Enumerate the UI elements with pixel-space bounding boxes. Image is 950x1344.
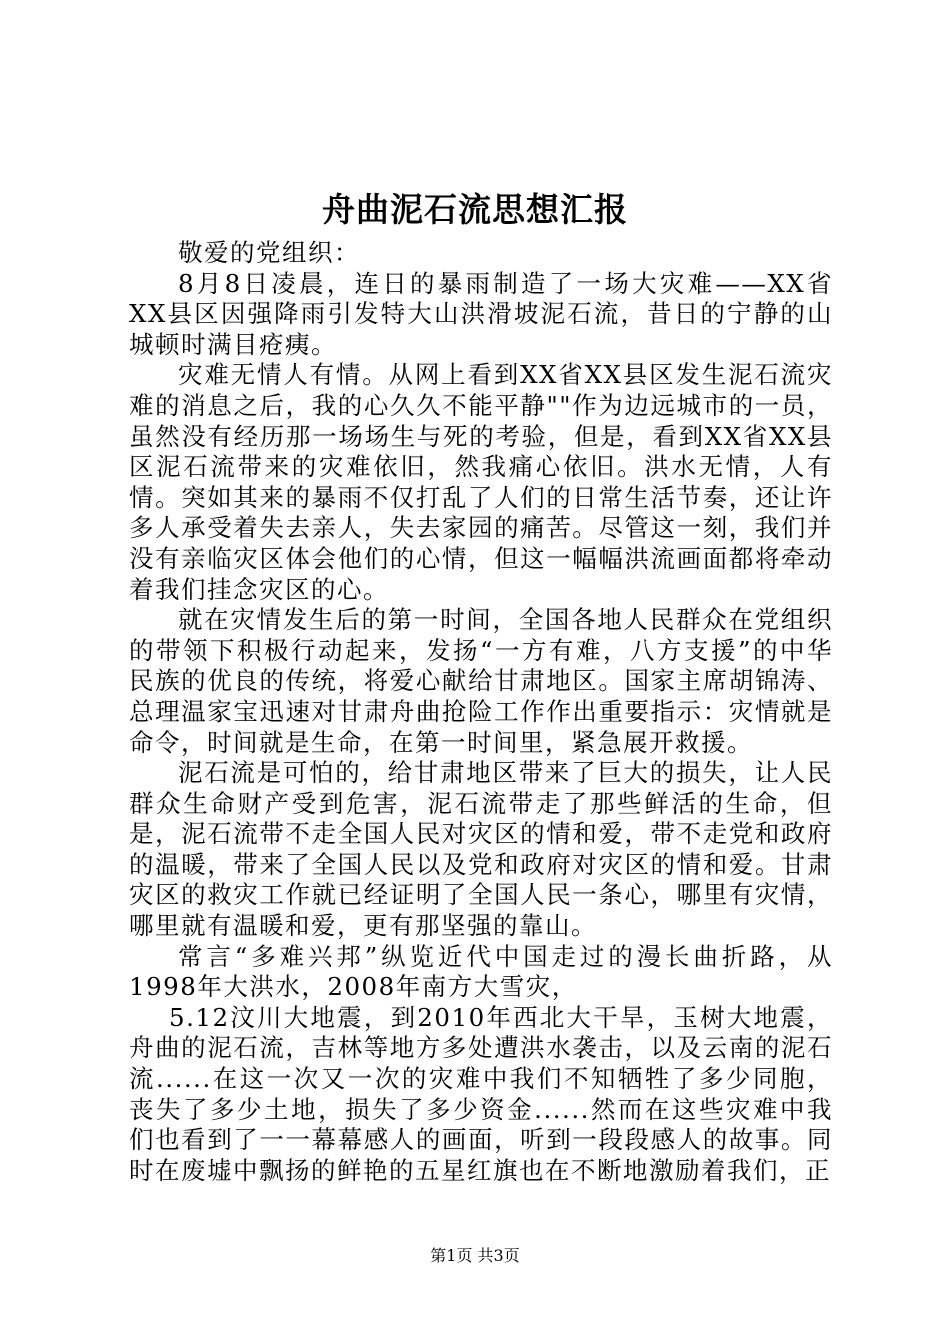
paragraph-6: 5.12汶川大地震，到2010年西北大干旱，玉树大地震，舟曲的泥石流，吉林等地方多处遭洪水袭击，以及云南的泥石流......在这一次又一次的灾难中我们不知牺牲了多少同胞，丧失了多少土地，损失了多少资金......然而在这些灾难中我们也看到了一一幕幕感人的画面，听到一段段感人的故事。同时在废墟中飘扬的鲜艳的五星红旗也在不断地激励着我们，正 [129, 1002, 833, 1185]
paragraph-5: 常言“多难兴邦”纵览近代中国走过的漫长曲折路，从1998年大洪水，2008年南方大雪灾， [129, 941, 833, 1002]
paragraph-1: 8月8日凌晨，连日的暴雨制造了一场大灾难——XX省XX县区因强降雨引发特大山洪滑坡泥石流，昔日的宁静的山城顿时满目疮痍。 [129, 268, 833, 359]
paragraph-4: 泥石流是可怕的，给甘肃地区带来了巨大的损失，让人民群众生命财产受到危害，泥石流带走了那些鲜活的生命，但是，泥石流带不走全国人民对灾区的情和爱，带不走党和政府的温暖，带来了全国人民以及党和政府对灾区的情和爱。甘肃灾区的救灾工作就已经证明了全国人民一条心，哪里有灾情，哪里就有温暖和爱，更有那坚强的靠山。 [129, 758, 833, 941]
page-footer: 第1页 共3页 [430, 1246, 520, 1265]
paragraph-2: 灾难无情人有情。从网上看到XX省XX县区发生泥石流灾难的消息之后，我的心久久不能平静""作为边远城市的一员，虽然没有经历那一场场生与死的考验，但是，看到XX省XX县区泥石流带来的灾难依旧，然我痛心依旧。洪水无情，人有情。突如其来的暴雨不仅打乱了人们的日常生活节奏，还让许多人承受着失去亲人，失去家园的痛苦。尽管这一刻，我们并没有亲临灾区体会他们的心情，但这一幅幅洪流画面都将牵动着我们挂念灾区的心。 [129, 360, 833, 604]
document-body [129, 238, 833, 1186]
paragraph-3: 就在灾情发生后的第一时间，全国各地人民群众在党组织的带领下积极行动起来，发扬“一方有难，八方支援”的中华民族的优良的传统，将爱心献给甘肃地区。国家主席胡锦涛、总理温家宝迅速对甘肃舟曲抢险工作作出重要指示：灾情就是命令，时间就是生命，在第一时间里，紧急展开救援。 [129, 605, 833, 757]
salutation: 敬爱的党组织： [178, 238, 360, 267]
document-title: 舟曲泥石流思想汇报 [322, 190, 628, 229]
